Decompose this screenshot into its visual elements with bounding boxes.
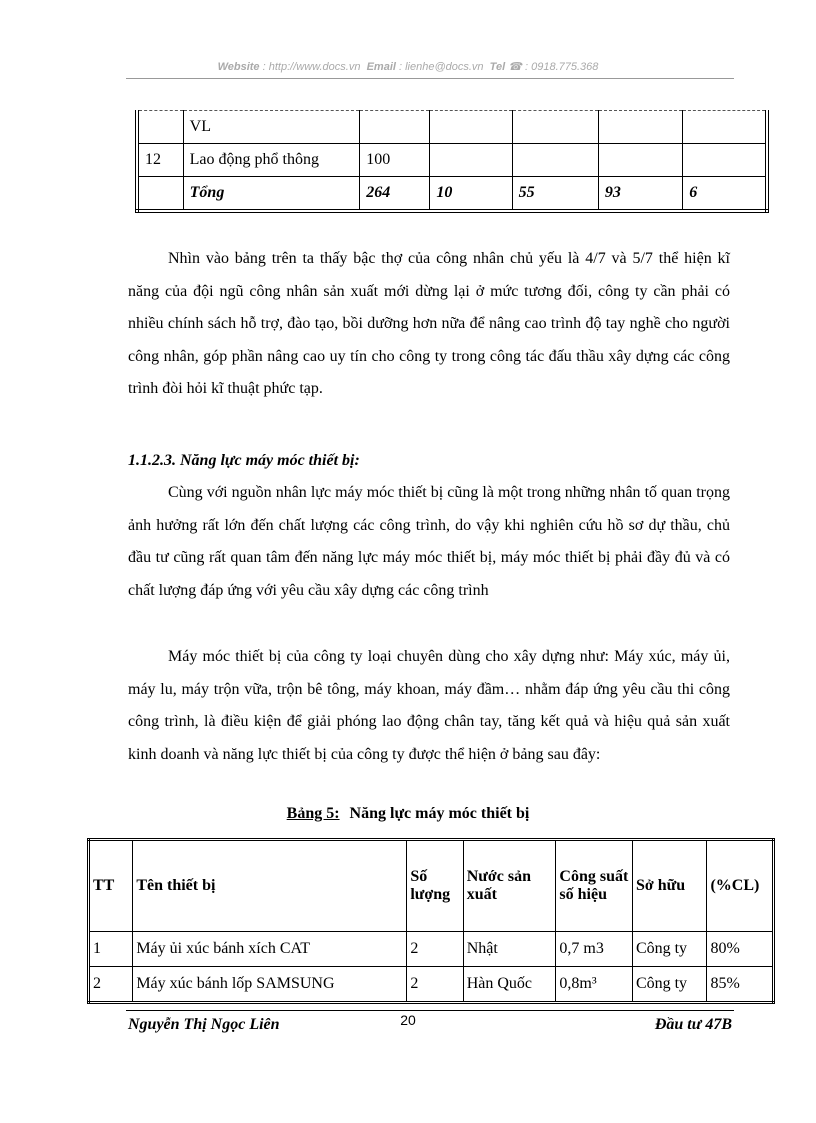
tel-value: ☎ : 0918.775.368: [508, 61, 599, 73]
table-cell: 12: [137, 144, 183, 177]
table-cell: Tổng: [183, 177, 360, 212]
tel-label: Tel: [489, 61, 506, 73]
table-cell: [360, 111, 430, 144]
equipment-table: [87, 838, 775, 1004]
table-cell: 93: [598, 177, 682, 212]
table-header-row: [89, 840, 774, 932]
paragraph-equipment-importance: Cùng với nguồn nhân lực máy móc thiết bị cũng là một trong những nhân tố quan trọng ảnh hưởng rất lớn đến chất lượng các công trình, do vậy khi nghiên cứu hồ sơ dự thầu, chủ đầu tư cũng rất quan tâm đến năng lực máy móc thiết bị, máy móc thiết bị phải đầy đủ và có chất lượng đáp ứng với yêu cầu xây dựng các công trình: [128, 484, 730, 599]
table-cell: [137, 111, 183, 144]
website-label: Website: [217, 61, 260, 73]
table-cell: [137, 177, 183, 212]
table-cell: 80%: [707, 932, 774, 967]
column-header: Công suất số hiệu: [556, 840, 633, 932]
website-value: : http://www.docs.vn: [262, 61, 361, 73]
table-cell: 2: [407, 932, 463, 967]
table-cell: Lao động phổ thông: [183, 144, 360, 177]
table-cell: 0,7 m3: [556, 932, 633, 967]
table-cell: 85%: [707, 967, 774, 1003]
table-cell: [512, 111, 598, 144]
table-cell: 0,8m³: [556, 967, 633, 1003]
column-header: TT: [89, 840, 133, 932]
table-cell: Công ty: [632, 932, 707, 967]
paragraph-analysis: Nhìn vào bảng trên ta thấy bậc thợ của công nhân chủ yếu là 4/7 và 5/7 thể hiện kĩ năng của đội ngũ công nhân sản xuất mới dừng lại ở mức tương đối, công ty cần phải có nhiều chính sách hỗ trợ, đào tạo, bồi dưỡng hơn nữa để nâng cao trình độ tay nghề cho người công nhân, góp phần nâng cao uy tín cho công ty trong công tác đấu thầu xây dựng các công trình đòi hỏi kĩ thuật phức tạp.: [128, 250, 730, 398]
table-row: [89, 967, 774, 1003]
table-cell: Nhật: [463, 932, 556, 967]
page-header: [0, 60, 816, 73]
header-divider: [126, 78, 734, 79]
email-value: : lienhe@docs.vn: [399, 61, 484, 73]
table-cell: 100: [360, 144, 430, 177]
footer-author: Nguyễn Thị Ngọc Liên: [128, 1016, 280, 1033]
table-cell: Hàn Quốc: [463, 967, 556, 1003]
table-cell: [430, 111, 512, 144]
section-heading: 1.1.2.3. Năng lực máy móc thiết bị:: [128, 452, 360, 469]
footer-divider: [126, 1010, 734, 1011]
email-label: Email: [366, 61, 396, 73]
table-cell: 264: [360, 177, 430, 212]
table-cell: [683, 144, 767, 177]
table-cell: 2: [89, 967, 133, 1003]
page-number: 20: [400, 1012, 416, 1028]
table-cell: Máy ủi xúc bánh xích CAT: [133, 932, 407, 967]
table-cell: [512, 144, 598, 177]
paragraph-equipment-types: Máy móc thiết bị của công ty loại chuyên dùng cho xây dựng như: Máy xúc, máy ủi, máy lu, máy trộn vữa, trộn bê tông, máy khoan, máy đầm… nhằm đáp ứng yêu cầu thi công công trình, là điều kiện để giải phóng lao động chân tay, tăng kết quả và hiệu quả sản xuất kinh doanh và năng lực thiết bị của công ty được thể hiện ở bảng sau đây:: [128, 648, 730, 763]
column-header: (%CL): [707, 840, 774, 932]
table-row: [89, 932, 774, 967]
table-total-row: [137, 177, 767, 212]
table-cell: Công ty: [632, 967, 707, 1003]
caption-label: Bảng 5:: [286, 805, 340, 822]
footer-class: Đầu tư 47B: [654, 1016, 732, 1033]
column-header: Sở hữu: [632, 840, 707, 932]
workforce-table-continuation: [135, 110, 769, 213]
column-header: Số lượng: [407, 840, 463, 932]
table-cell: [598, 144, 682, 177]
column-header: Nước sản xuất: [463, 840, 556, 932]
table-cell: 1: [89, 932, 133, 967]
table-cell: 10: [430, 177, 512, 212]
table-cell: 6: [683, 177, 767, 212]
table-cell: 2: [407, 967, 463, 1003]
table-cell: [430, 144, 512, 177]
table-cell: VL: [183, 111, 360, 144]
table-cell: [683, 111, 767, 144]
table-cell: [598, 111, 682, 144]
table-row: [137, 144, 767, 177]
table-row: [137, 111, 767, 144]
column-header: Tên thiết bị: [133, 840, 407, 932]
caption-title: Năng lực máy móc thiết bị: [349, 805, 530, 822]
table-caption: [0, 805, 816, 823]
table-cell: Máy xúc bánh lốp SAMSUNG: [133, 967, 407, 1003]
table-cell: 55: [512, 177, 598, 212]
